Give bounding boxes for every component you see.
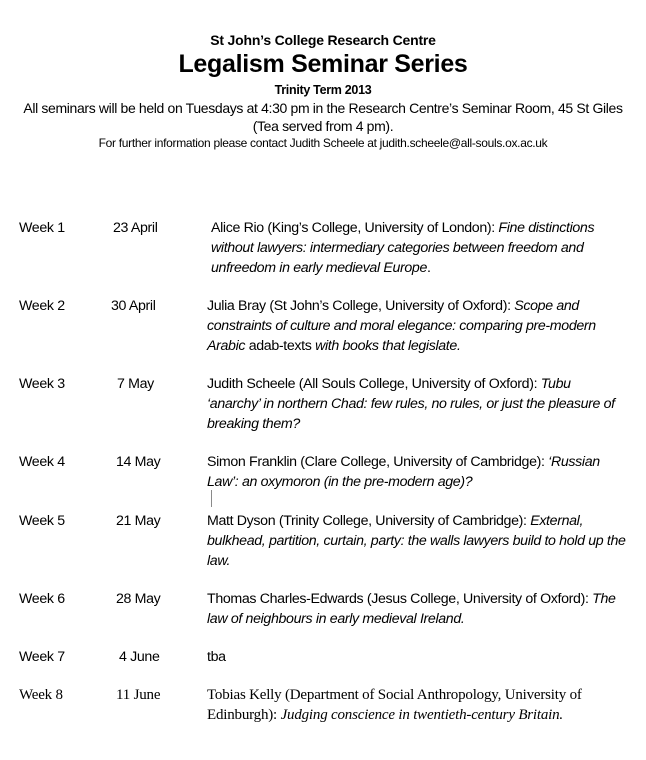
seminar-date: 7 May: [117, 376, 154, 392]
contact-info: For further information please contact Judith Scheele at judith.scheele@all-souls.ox.ac.uk: [98, 136, 548, 150]
talk-title-plain: adab-texts: [245, 338, 316, 354]
seminar-details: [207, 647, 627, 667]
seminar-date: 23 April: [113, 220, 158, 236]
talk-title: The law of neighbours in early medieval Ireland.: [207, 591, 616, 627]
speaker: Matt Dyson (Trinity College, University of Cambridge):: [207, 513, 531, 529]
week-label: Week 6: [19, 591, 65, 607]
seminar-details: [207, 296, 627, 356]
talk-title: Judging conscience in twentieth-century Britain.: [280, 707, 563, 723]
talk-title: Fine distinctions without lawyers: intermediary categories between freedom and unfreedom in early medieval Europe: [211, 220, 595, 276]
seminar-date: 21 May: [116, 513, 161, 529]
seminar-details: [211, 218, 631, 278]
talk-title: Scope and constraints of culture and moral elegance: comparing pre-modern Arabic: [207, 298, 596, 354]
talk-title-suffix: .: [427, 260, 431, 276]
speaker: tba: [207, 649, 226, 665]
seminar-details: [207, 374, 627, 434]
seminar-details: [207, 452, 627, 492]
talk-title: ‘Russian Law’: an oxymoron (in the pre-modern age)?: [207, 454, 600, 490]
seminar-details: [207, 685, 625, 725]
week-label: Week 5: [19, 513, 65, 529]
week-label: Week 7: [19, 649, 65, 665]
talk-title: Tubu ‘anarchy’ in northern Chad: few rules, no rules, or just the pleasure of breaking them?: [207, 376, 615, 432]
text-cursor: [211, 490, 212, 507]
seminar-date: 11 June: [116, 687, 161, 703]
week-label: Week 8: [19, 687, 63, 703]
talk-title-continued: with books that legislate.: [315, 338, 461, 354]
tea-info: (Tea served from 4 pm).: [252, 118, 394, 134]
seminar-date: 30 April: [111, 298, 156, 314]
seminar-date: 14 May: [116, 454, 161, 470]
speaker: Thomas Charles-Edwards (Jesus College, University of Oxford):: [207, 591, 593, 607]
week-label: Week 2: [19, 298, 65, 314]
seminar-date: 4 June: [119, 649, 160, 665]
seminar-details: [207, 511, 627, 571]
speaker: Alice Rio (King’s College, University of London):: [211, 220, 499, 236]
seminar-details: [207, 589, 627, 629]
venue-info: All seminars will be held on Tuesdays at 4:30 pm in the Research Centre’s Seminar Room, 45 St Giles: [23, 100, 623, 116]
page-title: Legalism Seminar Series: [178, 50, 468, 78]
talk-title: External, bulkhead, partition, curtain, party: the walls lawyers build to hold up the law.: [207, 513, 626, 569]
seminar-date: 28 May: [116, 591, 161, 607]
organization-name: St John’s College Research Centre: [210, 32, 436, 48]
speaker: Judith Scheele (All Souls College, University of Oxford):: [207, 376, 541, 392]
term-label: Trinity Term 2013: [274, 83, 372, 97]
speaker: Julia Bray (St John’s College, University of Oxford):: [207, 298, 515, 314]
speaker: Simon Franklin (Clare College, University of Cambridge):: [207, 454, 549, 470]
speaker: Tobias Kelly (Department of Social Anthropology, University of Edinburgh):: [207, 687, 582, 723]
week-label: Week 1: [19, 220, 65, 236]
week-label: Week 4: [19, 454, 65, 470]
week-label: Week 3: [19, 376, 65, 392]
